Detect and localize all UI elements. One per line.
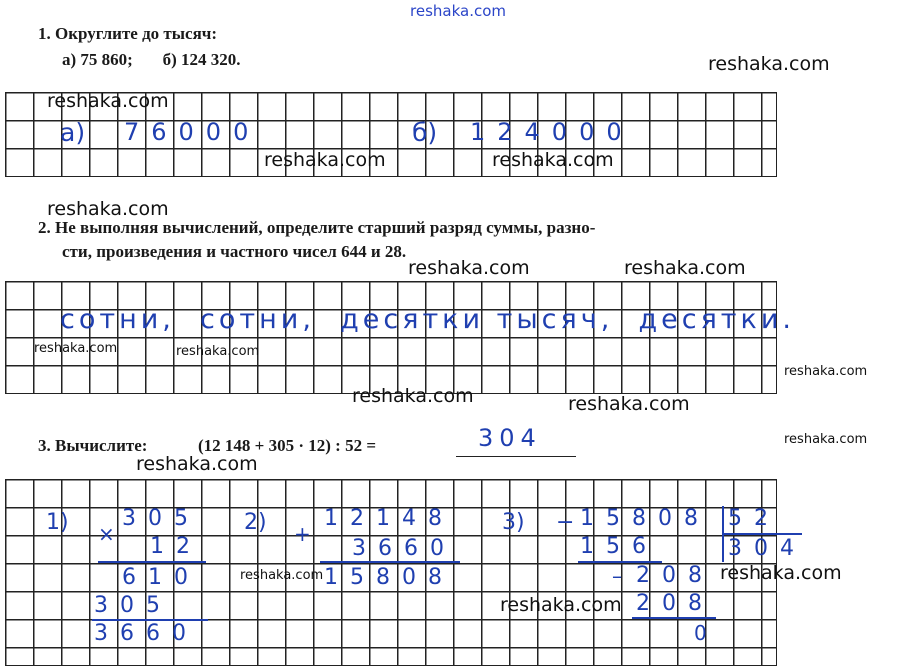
watermark-9: reshaka.com (176, 344, 260, 359)
step2-label: 2) (244, 510, 267, 535)
step3-subtrahend1: 156 (580, 534, 658, 559)
task2-answer: сотни, сотни, десятки тысяч, десятки. (60, 304, 795, 335)
task2-answer-grid (5, 281, 777, 394)
step2-sign: + (294, 522, 311, 546)
watermark-12: reshaka.com (568, 393, 690, 415)
step1-line1 (98, 561, 206, 563)
task1-answer-b-label: б) (412, 118, 438, 147)
task1-title: 1. Округлите до тысяч: (38, 24, 218, 43)
watermark-8: reshaka.com (34, 341, 118, 356)
step2-term-b: 3660 (352, 536, 456, 561)
task3-prefix: 3. Вычислите: (38, 436, 148, 455)
watermark-6: reshaka.com (408, 257, 530, 279)
step1-sign: × (98, 522, 115, 546)
watermark-11: reshaka.com (352, 385, 474, 407)
step3-remainder: 0 (694, 621, 707, 645)
task1-answer-a-label: а) (60, 118, 86, 147)
step3-line2 (632, 617, 716, 619)
step3-subtrahend2: 208 (636, 591, 714, 616)
task3-answer: 304 (478, 424, 542, 452)
step3-subtotal: 208 (636, 563, 714, 588)
step1-factor-a: 305 (122, 506, 200, 531)
watermark-4: reshaka.com (492, 149, 614, 171)
step3-quotient: 304 (728, 536, 806, 561)
step3-label: 3) (502, 510, 525, 535)
watermark-17: reshaka.com (500, 594, 622, 616)
watermark-16: reshaka.com (720, 562, 842, 584)
step1-result: 3660 (94, 621, 198, 646)
step2-term-a: 12148 (324, 506, 454, 531)
watermark-15: reshaka.com (240, 568, 324, 583)
task1-items: а) 75 860; б) 124 320. (62, 50, 241, 69)
step1-partial2: 305 (94, 593, 172, 618)
step3-minus2: – (612, 564, 622, 588)
watermark-1: reshaka.com (708, 53, 830, 75)
task1-answer-a: 76000 (124, 118, 261, 146)
watermark-3: reshaka.com (264, 149, 386, 171)
task1-answer-b: 124000 (470, 118, 634, 146)
watermark-5: reshaka.com (47, 198, 169, 220)
task2-line1: 2. Не выполняя вычислений, определите старший разряд суммы, разно- (38, 218, 596, 237)
watermark-7: reshaka.com (624, 257, 746, 279)
task3-answer-line (456, 456, 576, 457)
step3-dividend: 15808 (580, 506, 710, 531)
task3-expression: (12 148 + 305 · 12) : 52 = (198, 436, 377, 455)
step3-sign: − (556, 510, 575, 535)
watermark-13: reshaka.com (784, 432, 868, 447)
step3-divisor: 52 (728, 506, 780, 531)
step3-quotient-line (722, 533, 802, 535)
watermark-14: reshaka.com (136, 453, 258, 475)
watermark-2: reshaka.com (47, 90, 169, 112)
step2-result: 15808 (324, 565, 454, 590)
step1-partial1: 610 (122, 565, 200, 590)
task2-line2: сти, произведения и частного чисел 644 и 28. (62, 242, 407, 261)
watermark-10: reshaka.com (784, 364, 868, 379)
step1-factor-b: 12 (150, 534, 202, 559)
watermark-top: reshaka.com (410, 2, 506, 20)
step2-line (320, 561, 460, 563)
step1-label: 1) (46, 510, 69, 535)
